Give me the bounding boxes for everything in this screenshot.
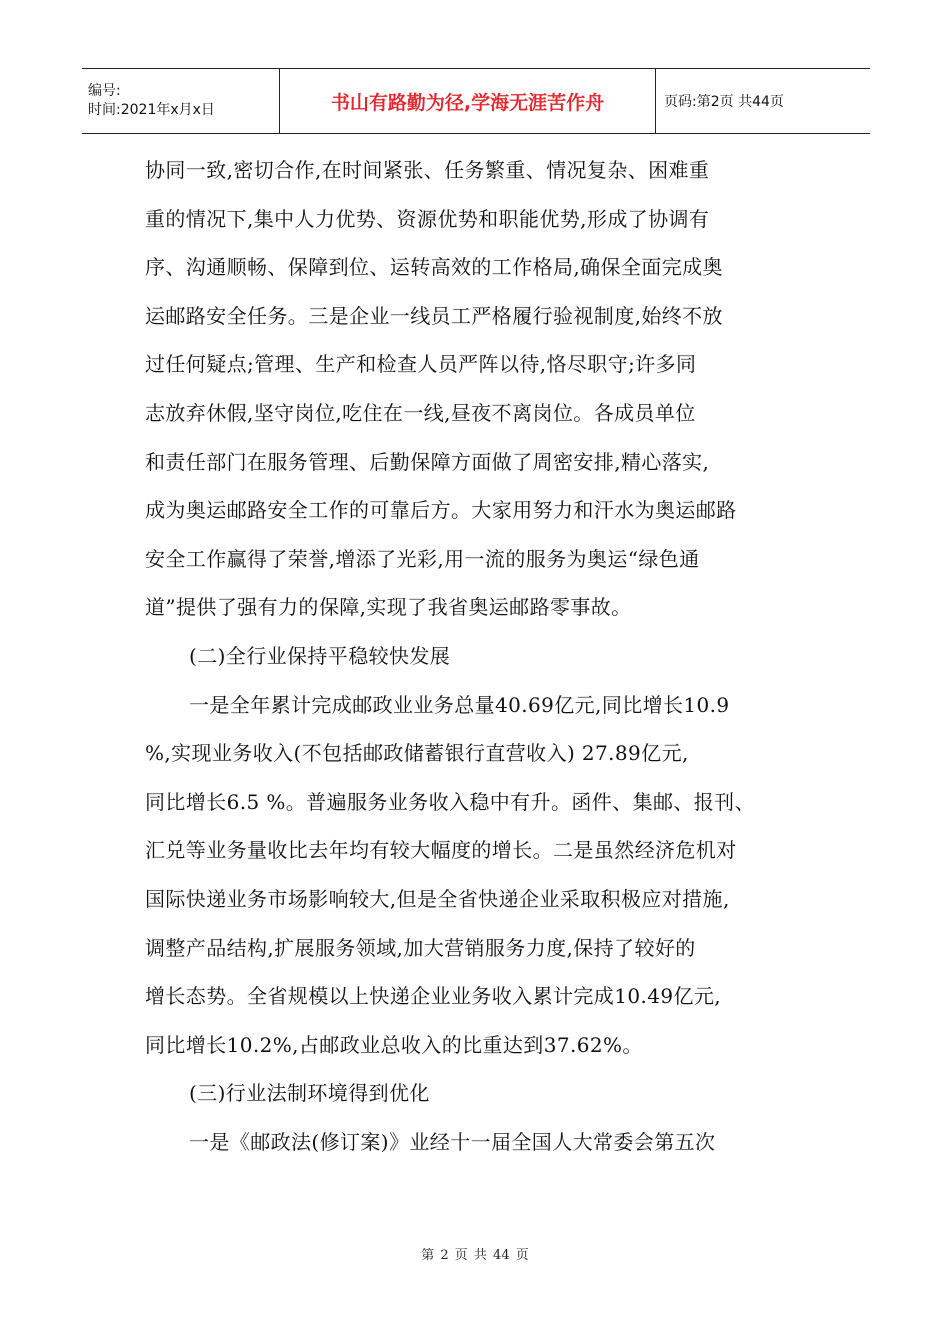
header-meta — [82, 69, 280, 133]
body-line: 调整产品结构,扩展服务领域,加大营销服务力度,保持了较好的 — [145, 935, 696, 960]
body-line: 志放弃休假,坚守岗位,吃住在一线,昼夜不离岗位。各成员单位 — [145, 400, 696, 425]
body-line: 同比增长10.2%,占邮政业总收入的比重达到37.62%。 — [145, 1032, 643, 1057]
document-body — [145, 146, 835, 1166]
body-line: 和责任部门在服务管理、后勤保障方面做了周密安排,精心落实, — [145, 449, 710, 474]
body-line: 汇兑等业务量收比去年均有较大幅度的增长。二是虽然经济危机对 — [145, 838, 737, 863]
header-page-info: 页码:第2页 共44页 — [664, 94, 784, 110]
footer-page-number: 第 2 页 共 44 页 — [421, 1248, 529, 1263]
body-line: %,实现业务收入(不包括邮政储蓄银行直营收入) 27.89亿元, — [145, 741, 689, 766]
body-line: 序、沟通顺畅、保障到位、运转高效的工作格局,确保全面完成奥 — [145, 255, 723, 280]
body-line: 国际快递业务市场影响较大,但是全省快递企业采取积极应对措施, — [145, 886, 730, 911]
section-heading: (三)行业法制环境得到优化 — [189, 1081, 430, 1106]
body-line: 安全工作赢得了荣誉,增添了光彩,用一流的服务为奥运“绿色通 — [145, 546, 700, 571]
body-line: 过任何疑点;管理、生产和检查人员严阵以待,恪尽职守;许多同 — [145, 352, 697, 377]
header-motto-cell — [280, 69, 656, 133]
document-time-label: 时间:2021年x月x日 — [88, 102, 215, 118]
body-line: 一是全年累计完成邮政业业务总量40.69亿元,同比增长10.9 — [189, 692, 730, 717]
body-line: 同比增长6.5 %。普遍服务业务收入稳中有升。函件、集邮、报刊、 — [145, 789, 755, 814]
body-line: 重的情况下,集中人力优势、资源优势和职能优势,形成了协调有 — [145, 206, 710, 231]
body-line: 协同一致,密切合作,在时间紧张、任务繁重、情况复杂、困难重 — [145, 158, 710, 182]
page-header — [82, 68, 870, 134]
header-motto: 书山有路勤为径,学海无涯苦作舟 — [330, 91, 605, 114]
body-line: 增长态势。全省规模以上快递企业业务收入累计完成10.49亿元, — [145, 984, 722, 1009]
document-number-label: 编号: — [88, 83, 121, 99]
body-line: 成为奥运邮路安全工作的可靠后方。大家用努力和汗水为奥运邮路 — [145, 498, 737, 523]
body-line: 运邮路安全任务。三是企业一线员工严格履行验视制度,始终不放 — [145, 303, 723, 328]
header-page-info-cell — [656, 69, 870, 133]
body-line: 道”提供了强有力的保障,实现了我省奥运邮路零事故。 — [145, 595, 632, 620]
section-heading: (二)全行业保持平稳较快发展 — [189, 643, 451, 668]
body-line: 一是《邮政法(修订案)》业经十一届全国人大常委会第五次 — [189, 1129, 716, 1154]
page-footer — [0, 1244, 950, 1263]
